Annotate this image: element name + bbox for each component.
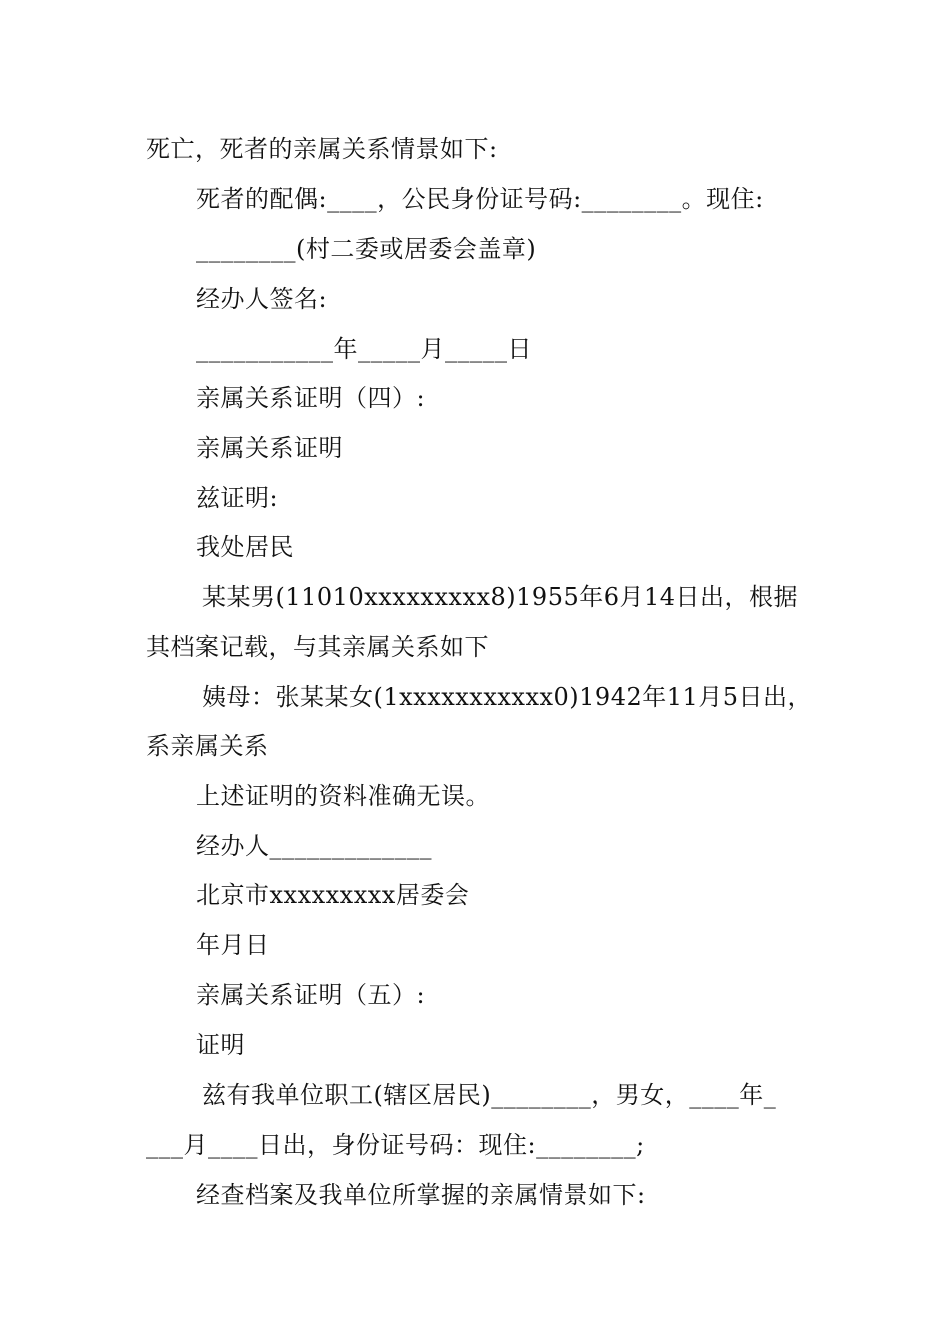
section-heading: 亲属关系证明（五）: bbox=[196, 981, 426, 1009]
text-line: 死亡，死者的亲属关系情景如下: bbox=[146, 135, 498, 163]
text-line: 经办人签名: bbox=[196, 285, 328, 313]
text-line: 兹证明: bbox=[196, 484, 279, 512]
text-line: 系亲属关系 bbox=[146, 732, 269, 760]
text-line: 亲属关系证明 bbox=[196, 434, 343, 462]
text-line: 其档案记载，与其亲属关系如下 bbox=[146, 633, 489, 661]
text-line: 年月日 bbox=[196, 931, 270, 959]
text-line: 姨母：张某某女(1xxxxxxxxxxx0)1942年11月5日出， bbox=[202, 683, 813, 711]
text-line: 死者的配偶:____，公民身份证号码:________。现住: bbox=[196, 185, 764, 213]
text-line: 经办人_____________ bbox=[196, 832, 432, 860]
text-line: 经查档案及我单位所掌握的亲属情景如下: bbox=[196, 1181, 646, 1209]
text-line: 某某男(11010xxxxxxxxx8)1955年6月14日出，根据 bbox=[202, 583, 799, 611]
section-heading: 亲属关系证明（四）: bbox=[196, 384, 426, 412]
text-line: 我处居民 bbox=[196, 533, 294, 561]
text-line: ___________年_____月_____日 bbox=[196, 335, 532, 363]
text-line: ________(村二委或居委会盖章) bbox=[196, 235, 537, 263]
text-line: 北京市xxxxxxxxx居委会 bbox=[196, 881, 470, 909]
text-line: 证明 bbox=[196, 1031, 245, 1059]
text-line: 上述证明的资料准确无误。 bbox=[196, 782, 490, 810]
text-line: ___月____日出，身份证号码：现住:________; bbox=[146, 1131, 645, 1159]
text-line: 兹有我单位职工(辖区居民)________，男女，____年_ bbox=[202, 1081, 777, 1109]
